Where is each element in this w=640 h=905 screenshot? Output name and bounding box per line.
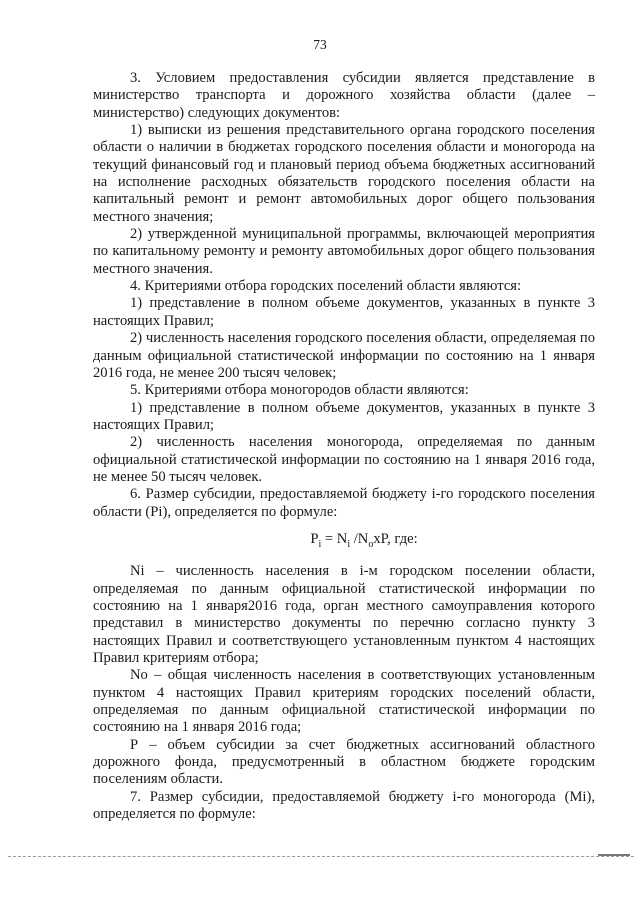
formula-n1: N xyxy=(336,530,348,547)
formula-rest: хP, где: xyxy=(373,530,418,547)
formula-lhs-sub: i xyxy=(318,538,322,550)
formula-n1-sub: i xyxy=(347,538,351,550)
paragraph-5-intro: 5. Критериями отбора моногородов области являются: xyxy=(130,382,469,399)
paragraph-5-item-2: 2) численность населения моногорода, определяемая по данным официальной статистической информации по состоянию на 1 января 2016 года, не менее 50 тысяч человек. xyxy=(93,434,595,485)
definition-ni: Ni – численность населения в i-м городском поселении области, определяемая по данным официальной статистической информации по состоянию на 1 января2016 года, орган местного самоуправления которого представил в министерство документы по перечню согласно пункту 3 настоящих Правил и соответствующего установленным пунктом 4 настоящих Правил критериям отбора; xyxy=(93,563,595,666)
paragraph-3-item-2: 2) утвержденной муниципальной программы, включающей мероприятия по капитальному ремонту и ремонту автомобильных дорог общего пользования местного значения. xyxy=(93,226,595,277)
paragraph-4-item-2: 2) численность населения городского поселения области, определяемая по данным официальной статистической информации по состоянию на 1 января 2016 года, не менее 200 тысяч человек; xyxy=(93,330,595,381)
definition-p: Р – объем субсидии за счет бюджетных ассигнований областного дорожного фонда, предусмотренный в областном бюджете городским поселениям области. xyxy=(93,736,595,788)
page-number: 73 xyxy=(313,37,327,52)
definition-no: Nо – общая численность населения в соответствующих установленным пунктом 4 настоящих Правил критериям городских поселений области, определяемая по данным официальной статистической информации по состоянию на 1 января 2016 года; xyxy=(93,667,595,736)
paragraph-4-item-1: 1) представление в полном объеме документов, указанных в пункте 3 настоящих Правил; xyxy=(93,295,595,329)
paragraph-3-item-1: 1) выписки из решения представительного органа городского поселения области о наличии в бюджетах городского поселения области и моногорода на текущий финансовый год и плановый период объема бюджетных ассигнований на исполнение расходных обязательств городского поселения области на капитальный ремонт и ремонт автомобильных дорог общего пользования местного значения; xyxy=(93,122,595,225)
formula-equals: = xyxy=(321,530,337,547)
formula-n2-sub: o xyxy=(368,538,374,550)
paragraph-3-intro: 3. Условием предоставления субсидии является представление в министерство транспорта и дорожного хозяйства области (далее – министерство) следующих документов: xyxy=(93,70,595,121)
page-bottom-rule xyxy=(8,856,634,857)
paragraph-4-intro: 4. Критериями отбора городских поселений области являются: xyxy=(130,278,522,295)
paragraph-6-intro: 6. Размер субсидии, предоставляемой бюджету i-го городского поселения области (Pi), определяется по формуле: xyxy=(93,486,595,520)
paragraph-5-item-1: 1) представление в полном объеме документов, указанных в пункте 3 настоящих Правил; xyxy=(93,399,595,433)
formula-n2: N xyxy=(357,530,369,547)
paragraph-7-intro: 7. Размер субсидии, предоставляемой бюджету i-го моногорода (Мi), определяется по формуле: xyxy=(93,788,595,822)
scan-edge-mark xyxy=(598,854,630,856)
formula-slash: / xyxy=(350,530,358,547)
document-body xyxy=(93,70,595,823)
subsidy-formula xyxy=(93,531,595,553)
formula-lhs: P xyxy=(310,530,319,547)
